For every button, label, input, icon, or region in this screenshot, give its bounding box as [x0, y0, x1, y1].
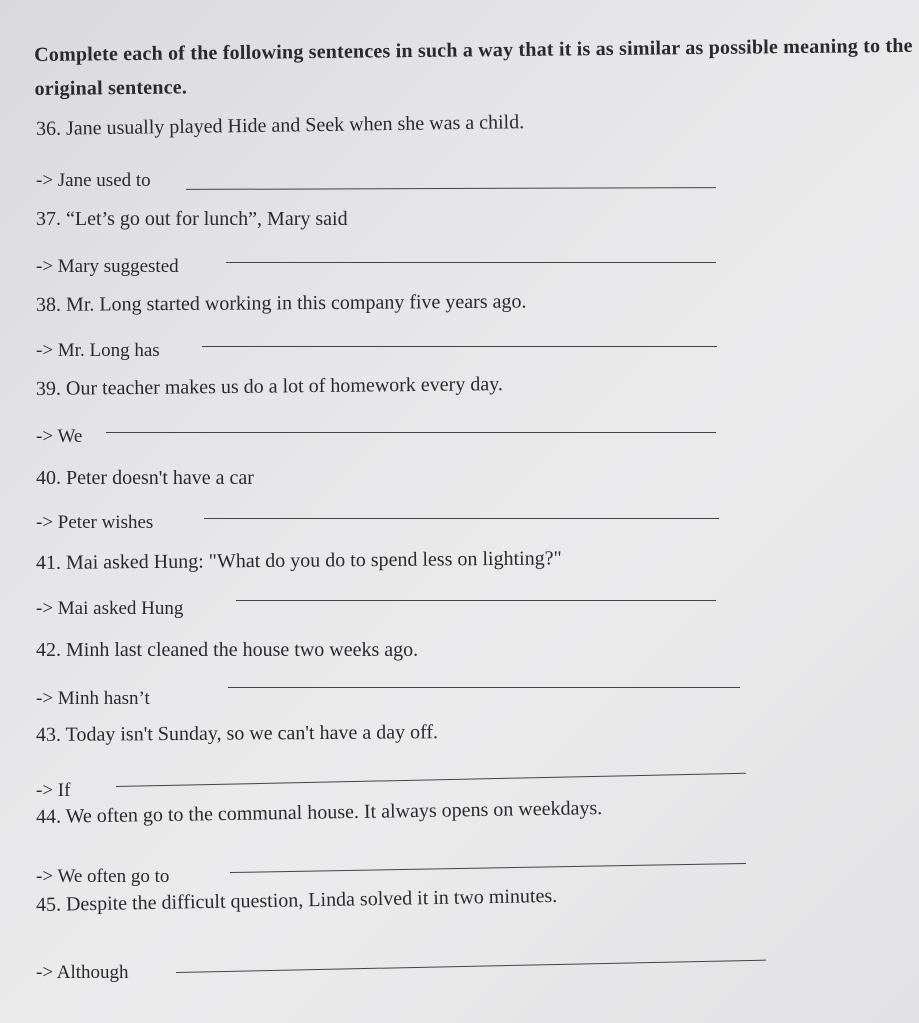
- answer-label-37: -> Mary suggested: [36, 256, 179, 277]
- answer-label-42: -> Minh hasn’t: [36, 688, 150, 709]
- answer-prompt-37: [36, 256, 179, 278]
- instruction-text: Complete each of the following sentences in such a way that it is as similar as possible meaning to the original sentence.: [34, 34, 913, 100]
- answer-prompt-41: [36, 598, 183, 620]
- question-41: 41. Mai asked Hung: "What do you do to spend less on lighting?": [35, 547, 562, 574]
- answer-prompt-36: [36, 170, 151, 192]
- answer-blank-39[interactable]: [106, 432, 716, 433]
- answer-prompt-45: [36, 962, 129, 984]
- answer-blank-37[interactable]: [226, 262, 716, 263]
- answer-blank-36[interactable]: [186, 187, 716, 190]
- question-44: 44. We often go to the communal house. It always opens on weekdays.: [35, 797, 603, 828]
- answer-label-41: -> Mai asked Hung: [36, 598, 184, 619]
- question-45: 45. Despite the difficult question, Linda solved it in two minutes.: [35, 884, 558, 916]
- answer-blank-44[interactable]: [230, 863, 746, 873]
- answer-label-45: -> Although: [36, 962, 129, 983]
- answer-prompt-44: [36, 866, 169, 888]
- answer-label-40: -> Peter wishes: [36, 512, 154, 533]
- answer-label-39: -> We: [36, 426, 83, 447]
- question-39: 39. Our teacher makes us do a lot of homework every day.: [35, 373, 503, 400]
- answer-prompt-42: [36, 688, 150, 710]
- answer-blank-42[interactable]: [228, 687, 740, 688]
- question-40: 40. Peter doesn't have a car: [36, 467, 254, 489]
- question-42: 42. Minh last cleaned the house two weeks ago.: [36, 639, 419, 661]
- answer-label-38: -> Mr. Long has: [36, 340, 160, 361]
- question-38: 38. Mr. Long started working in this company five years ago.: [35, 290, 527, 316]
- answer-blank-38[interactable]: [202, 346, 717, 347]
- answer-label-44: -> We often go to: [36, 866, 170, 887]
- answer-blank-40[interactable]: [204, 518, 719, 519]
- answer-prompt-40: [36, 512, 153, 534]
- question-37: 37. “Let’s go out for lunch”, Mary said: [36, 208, 348, 230]
- answer-label-43: -> If: [36, 780, 71, 801]
- answer-blank-43[interactable]: [116, 773, 746, 787]
- answer-label-36: -> Jane used to: [36, 170, 151, 191]
- answer-prompt-43: [36, 780, 70, 802]
- answer-prompt-38: [36, 340, 160, 362]
- question-43: 43. Today isn't Sunday, so we can't have a day off.: [35, 721, 439, 746]
- answer-prompt-39: [36, 426, 82, 448]
- answer-blank-45[interactable]: [176, 960, 766, 973]
- answer-blank-41[interactable]: [236, 600, 716, 601]
- question-36: 36. Jane usually played Hide and Seek when she was a child.: [35, 111, 525, 140]
